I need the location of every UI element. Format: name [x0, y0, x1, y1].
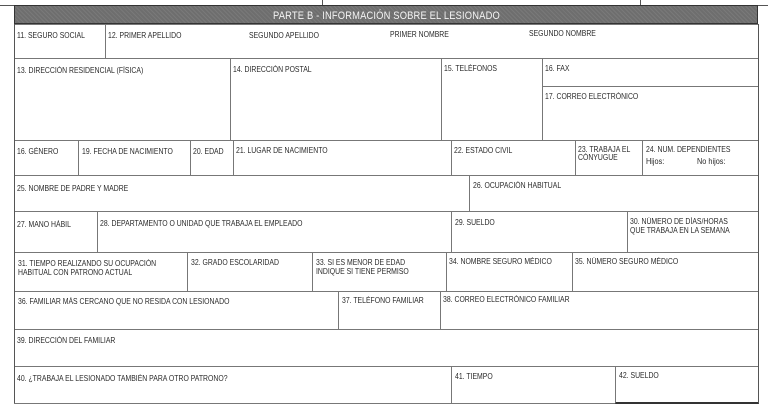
label: 24. NUM. DEPENDIENTES [646, 145, 731, 154]
label: 26. OCUPACIÓN HABITUAL [473, 181, 562, 190]
field-closest-relative[interactable] [14, 291, 339, 330]
field-residential-address[interactable] [14, 58, 231, 141]
field-age[interactable] [190, 140, 234, 176]
label: 32. GRADO ESCOLARIDAD [191, 258, 279, 267]
label: QUE TRABAJA EN LA SEMANA [630, 226, 730, 235]
field-insurance-name[interactable] [446, 252, 573, 292]
field-social-security[interactable] [14, 24, 106, 59]
field-fax[interactable] [542, 58, 759, 87]
field-gender[interactable] [14, 140, 79, 176]
field-civil-status[interactable] [451, 140, 576, 176]
label-first-surname: 12. PRIMER APELLIDO [108, 31, 182, 40]
label: 16. FAX [545, 64, 570, 73]
label: 31. TIEMPO REALIZANDO SU OCUPACIÓN [18, 259, 157, 268]
label: 40. ¿TRABAJA EL LESIONADO TAMBIÉN PARA OTRO PATRONO? [17, 374, 228, 383]
field-salary[interactable] [451, 211, 628, 253]
field-birth-place[interactable] [233, 140, 452, 176]
label: 29. SUELDO [455, 218, 495, 227]
section-title: PARTE B - INFORMACIÓN SOBRE EL LESIONADO [272, 10, 500, 22]
label: HABITUAL CON PATRONO ACTUAL [18, 268, 133, 277]
label: 20. EDAD [193, 147, 224, 156]
label: INDIQUE SI TIENE PERMISO [316, 267, 409, 276]
label: 39. DIRECCIÓN DEL FAMILIAR [17, 336, 116, 345]
label: 15. TELÉFONOS [444, 64, 498, 73]
label: 23. TRABAJA EL [578, 145, 631, 154]
field-department[interactable] [97, 211, 452, 253]
label-second-surname: SEGUNDO APELLIDO [249, 31, 319, 40]
field-time-in-occupation[interactable] [14, 252, 188, 292]
label: 41. TIEMPO [455, 372, 493, 381]
field-spouse-works[interactable] [575, 140, 643, 176]
label: 28. DEPARTAMENTO O UNIDAD QUE TRABAJA EL EMPLEADO [100, 219, 303, 228]
label: 16. GÉNERO [17, 147, 59, 156]
field-other-time[interactable] [451, 366, 616, 404]
field-weekly-days-hours[interactable] [627, 211, 759, 253]
label: 27. MANO HÁBIL [17, 220, 71, 229]
label: 30. NÚMERO DE DÍAS/HORAS [630, 217, 728, 226]
label-no-children: No hijos: [697, 156, 726, 166]
label: 37. TELÉFONO FAMILIAR [342, 296, 424, 305]
label: 36. FAMILIAR MÁS CERCANO QUE NO RESIDA CON LESIONADO [18, 297, 230, 306]
field-minor-permit[interactable] [312, 252, 447, 292]
label: 25. NOMBRE DE PADRE Y MADRE [17, 184, 129, 193]
section-header [14, 5, 758, 24]
field-relative-address[interactable] [14, 329, 759, 367]
field-dominant-hand[interactable] [14, 211, 98, 253]
label: CÓNYUGUE [578, 153, 618, 162]
field-insurance-number[interactable] [572, 252, 759, 292]
field-dependents[interactable] [642, 140, 759, 176]
field-usual-occupation[interactable] [469, 175, 759, 212]
label: 35. NÚMERO SEGURO MÉDICO [575, 257, 679, 266]
field-birth-date[interactable] [78, 140, 191, 176]
field-phones[interactable] [441, 58, 543, 141]
label-first-name: PRIMER NOMBRE [390, 30, 449, 39]
label: 42. SUELDO [619, 371, 659, 380]
label-children: Hijos: [646, 156, 665, 166]
label: 14. DIRECCIÓN POSTAL [233, 65, 312, 74]
label: 22. ESTADO CIVIL [454, 146, 513, 155]
field-email[interactable] [542, 86, 759, 141]
field-parents-names[interactable] [14, 175, 470, 212]
label: 17. CORREO ELECTRÓNICO [545, 92, 639, 101]
field-other-employer[interactable] [14, 366, 452, 404]
label: 13. DIRECCIÓN RESIDENCIAL (FÍSICA) [17, 66, 144, 75]
field-education-level[interactable] [187, 252, 313, 292]
label: 21. LUGAR DE NACIMIENTO [236, 146, 328, 155]
field-names[interactable] [105, 24, 759, 59]
field-postal-address[interactable] [230, 58, 442, 141]
label: 11. SEGURO SOCIAL [17, 31, 85, 40]
field-other-salary[interactable] [615, 366, 759, 404]
label: 33. SI ES MENOR DE EDAD [316, 258, 406, 267]
label: 34. NOMBRE SEGURO MÉDICO [449, 257, 552, 266]
label-second-name: SEGUNDO NOMBRE [529, 29, 596, 38]
field-relative-email[interactable] [440, 291, 759, 330]
label: 19. FECHA DE NACIMIENTO [82, 147, 173, 156]
label: 38. CORREO ELECTRÓNICO FAMILIAR [443, 295, 570, 304]
field-relative-phone[interactable] [338, 291, 441, 330]
